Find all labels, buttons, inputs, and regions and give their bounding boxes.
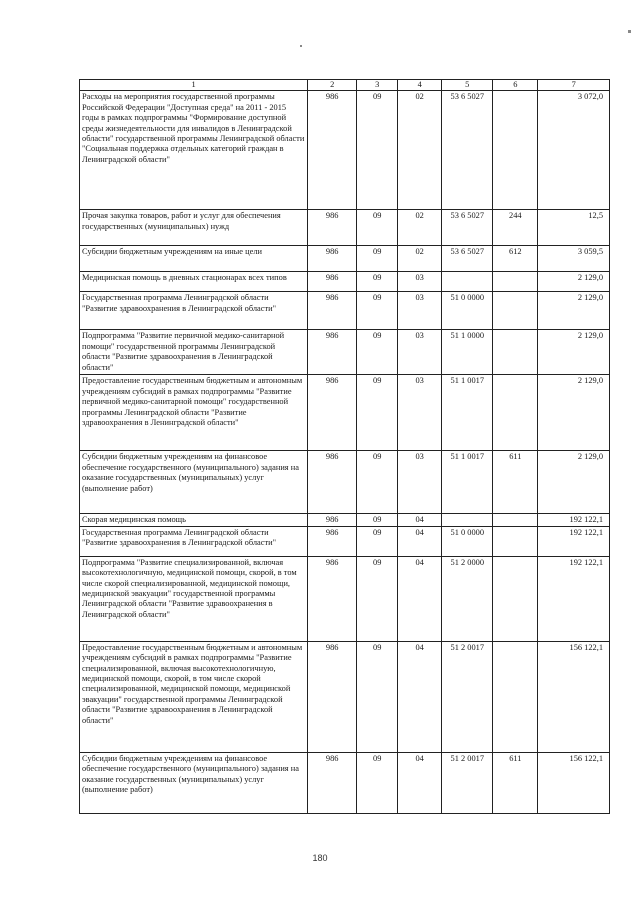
code-expense-type [493,526,538,556]
code-subsection: 04 [398,641,442,752]
item-name: Медицинская помощь в дневных стационарах всех типов [80,272,308,292]
item-name: Предоставление государственным бюджетным и автономным учреждениям субсидий в рамках подпрограммы "Развитие первичной медико-санитарной помощи" государственной программы Ленинградской области "Развитие здравоохранения в Ленинградской области" [80,375,308,451]
code-target: 53 6 5027 [442,91,493,210]
code-target: 51 2 0017 [442,752,493,813]
code-ministry: 986 [308,556,357,641]
code-section: 09 [357,641,398,752]
code-subsection: 02 [398,246,442,272]
column-header: 6 [493,80,538,91]
table-row [80,91,610,210]
amount: 2 129,0 [538,451,610,514]
page-number: 180 [312,853,328,863]
item-name: Расходы на мероприятия государственной программы Российской Федерации "Доступная среда" на 2011 - 2015 годы в рамках подпрограммы "Формирование доступной среды жизнедеятельности для инвалидов в Ленинградской области" государственной программы Ленинградской области "Социальная поддержка отдельных категорий граждан в Ленинградской области" [80,91,308,210]
code-subsection: 04 [398,752,442,813]
table-row [80,375,610,451]
code-expense-type [493,292,538,330]
column-header: 5 [442,80,493,91]
code-expense-type: 244 [493,210,538,246]
item-name: Государственная программа Ленинградской области "Развитие здравоохранения в Ленинградской области" [80,292,308,330]
amount: 192 122,1 [538,514,610,526]
code-target: 51 2 0017 [442,641,493,752]
code-expense-type [493,375,538,451]
code-expense-type: 611 [493,752,538,813]
code-subsection: 04 [398,556,442,641]
code-target: 53 6 5027 [442,210,493,246]
code-section: 09 [357,514,398,526]
code-subsection: 03 [398,292,442,330]
code-target: 51 2 0000 [442,556,493,641]
column-header: 7 [538,80,610,91]
code-target: 51 1 0000 [442,330,493,375]
table-row [80,292,610,330]
code-expense-type [493,514,538,526]
code-expense-type [493,330,538,375]
code-section: 09 [357,451,398,514]
amount: 2 129,0 [538,272,610,292]
code-subsection: 02 [398,91,442,210]
code-target: 53 6 5027 [442,246,493,272]
table-row [80,752,610,813]
item-name: Субсидии бюджетным учреждениям на финансовое обеспечение государственного (муниципального) задания на оказание государственных (муниципальных) услуг (выполнение работ) [80,752,308,813]
scan-mark [628,30,631,33]
item-name: Субсидии бюджетным учреждениям на иные цели [80,246,308,272]
code-expense-type [493,272,538,292]
table-row [80,246,610,272]
code-section: 09 [357,246,398,272]
item-name: Прочая закупка товаров, работ и услуг для обеспечения государственных (муниципальных) нужд [80,210,308,246]
budget-table [79,79,610,814]
code-target: 51 1 0017 [442,451,493,514]
amount: 156 122,1 [538,641,610,752]
table-row [80,451,610,514]
code-section: 09 [357,556,398,641]
code-subsection: 04 [398,526,442,556]
amount: 3 059,5 [538,246,610,272]
amount: 192 122,1 [538,526,610,556]
code-subsection: 03 [398,330,442,375]
code-subsection: 03 [398,451,442,514]
column-header: 2 [308,80,357,91]
code-target [442,272,493,292]
table-row [80,526,610,556]
code-target: 51 0 0000 [442,292,493,330]
table-row [80,556,610,641]
amount: 156 122,1 [538,752,610,813]
code-expense-type: 611 [493,451,538,514]
code-ministry: 986 [308,451,357,514]
code-expense-type [493,91,538,210]
item-name: Предоставление государственным бюджетным и автономным учреждениям субсидий в рамках подпрограммы "Развитие специализированной, включая высокотехнологичную, медицинской помощи, скорой, в том числе скорой специализированной, медицинской помощи, медицинской эвакуации" государственной программы Ленинградской области "Развитие здравоохранения в Ленинградской области" [80,641,308,752]
code-target: 51 1 0017 [442,375,493,451]
code-ministry: 986 [308,330,357,375]
code-expense-type [493,556,538,641]
amount: 2 129,0 [538,375,610,451]
code-subsection: 03 [398,272,442,292]
code-ministry: 986 [308,752,357,813]
item-name: Субсидии бюджетным учреждениям на финансовое обеспечение государственного (муниципального) задания на оказание государственных (муниципальных) услуг (выполнение работ) [80,451,308,514]
code-target [442,514,493,526]
code-expense-type [493,641,538,752]
code-section: 09 [357,375,398,451]
code-target: 51 0 0000 [442,526,493,556]
code-ministry: 986 [308,514,357,526]
column-header: 4 [398,80,442,91]
code-section: 09 [357,272,398,292]
table-row [80,272,610,292]
header-row [80,80,610,91]
table-row [80,330,610,375]
code-ministry: 986 [308,526,357,556]
code-ministry: 986 [308,292,357,330]
code-section: 09 [357,526,398,556]
code-ministry: 986 [308,91,357,210]
column-header: 3 [357,80,398,91]
code-ministry: 986 [308,272,357,292]
code-section: 09 [357,91,398,210]
code-ministry: 986 [308,375,357,451]
item-name: Государственная программа Ленинградской области "Развитие здравоохранения в Ленинградской области" [80,526,308,556]
code-ministry: 986 [308,641,357,752]
amount: 192 122,1 [538,556,610,641]
column-header: 1 [80,80,308,91]
code-section: 09 [357,292,398,330]
code-ministry: 986 [308,246,357,272]
code-subsection: 03 [398,375,442,451]
table-row [80,641,610,752]
code-section: 09 [357,210,398,246]
table-row [80,514,610,526]
code-subsection: 02 [398,210,442,246]
code-expense-type: 612 [493,246,538,272]
amount: 2 129,0 [538,292,610,330]
code-subsection: 04 [398,514,442,526]
amount: 12,5 [538,210,610,246]
item-name: Подпрограмма "Развитие первичной медико-санитарной помощи" государственной программы Ленинградской области "Развитие здравоохранения в Ленинградской области" [80,330,308,375]
code-ministry: 986 [308,210,357,246]
scan-mark [300,45,302,47]
code-section: 09 [357,752,398,813]
item-name: Подпрограмма "Развитие специализированной, включая высокотехнологичную, медицинской помощи, скорой, в том числе скорой специализированной, медицинской помощи, медицинской эвакуации" государственной программы Ленинградской области "Развитие здравоохранения в Ленинградской области" [80,556,308,641]
code-section: 09 [357,330,398,375]
item-name: Скорая медицинская помощь [80,514,308,526]
amount: 3 072,0 [538,91,610,210]
table-row [80,210,610,246]
amount: 2 129,0 [538,330,610,375]
